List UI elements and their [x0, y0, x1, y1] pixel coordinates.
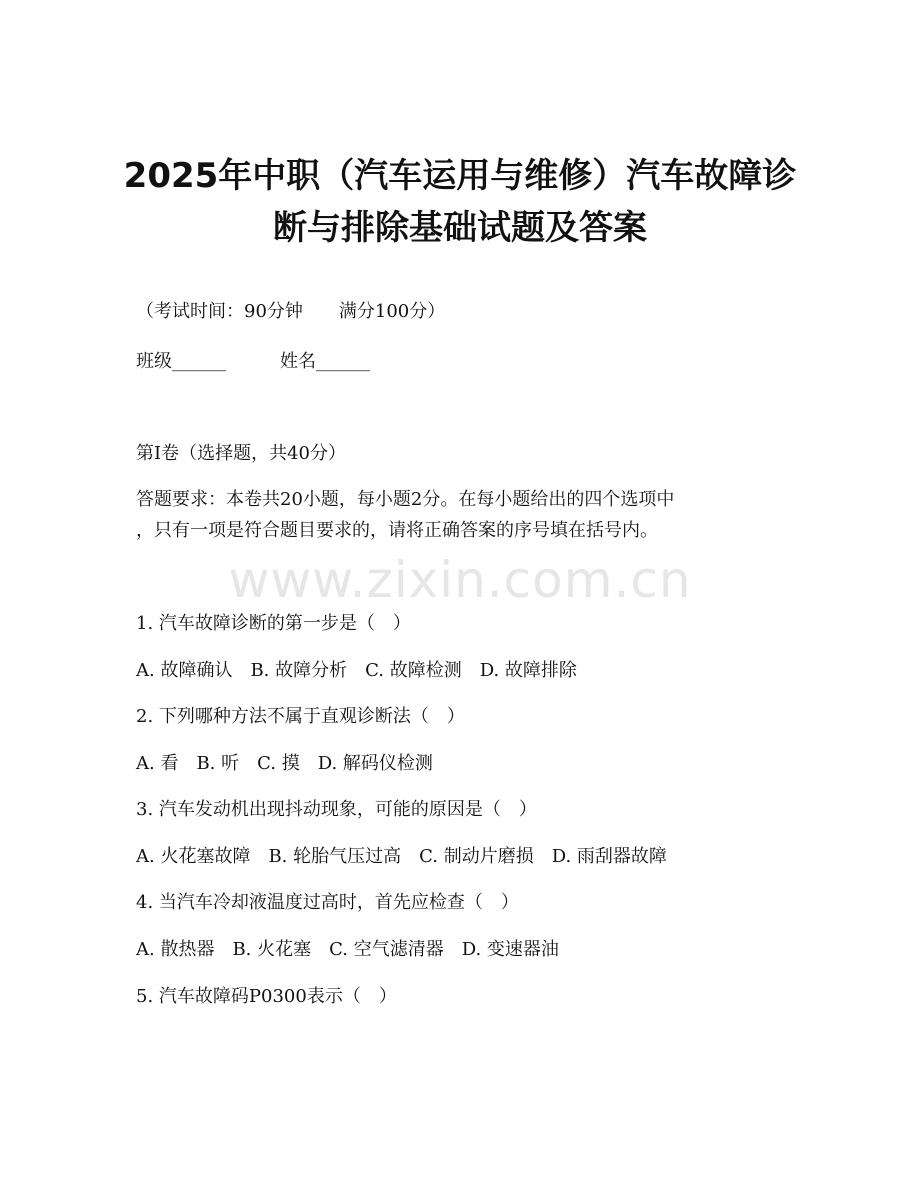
question-stem: 1. 汽车故障诊断的第一步是（ ）: [136, 613, 411, 634]
option-a: A. 看: [136, 753, 179, 774]
section-heading: 第I卷（选择题，共40分）: [136, 443, 347, 464]
question-options: [136, 659, 577, 683]
question-stem: 3. 汽车发动机出现抖动现象，可能的原因是（ ）: [136, 799, 537, 820]
instructions-line-1: 答题要求：本卷共20小题，每小题2分。在每小题给出的四个选项中: [136, 489, 675, 510]
option-d: D. 变速器油: [461, 939, 559, 960]
document-title-line-2: 断与排除基础试题及答案: [273, 208, 647, 248]
option-b: B. 听: [196, 753, 240, 774]
exam-info: （考试时间：90分钟 满分100分）: [136, 301, 446, 322]
question-options: [136, 845, 667, 869]
watermark: www.zixin.com.cn: [228, 551, 692, 609]
option-a: A. 散热器: [136, 939, 215, 960]
class-label: 班级______: [136, 351, 226, 372]
option-c: C. 摸: [257, 753, 300, 774]
name-label: 姓名______: [280, 351, 370, 372]
option-d: D. 雨刮器故障: [551, 846, 667, 867]
option-c: C. 故障检测: [365, 660, 462, 681]
option-a: A. 故障确认: [136, 660, 233, 681]
option-b: B. 轮胎气压过高: [268, 846, 402, 867]
instructions-line-2: ，只有一项是符合题目要求的，请将正确答案的序号填在括号内。: [136, 520, 658, 541]
student-info-row: [136, 350, 370, 374]
option-a: A. 火花塞故障: [136, 846, 251, 867]
question-options: [136, 752, 433, 776]
option-d: D. 故障排除: [479, 660, 577, 681]
option-d: D. 解码仪检测: [317, 753, 433, 774]
question-stem: 2. 下列哪种方法不属于直观诊断法（ ）: [136, 706, 465, 727]
option-b: B. 火花塞: [232, 939, 312, 960]
question-stem: 4. 当汽车冷却液温度过高时，首先应检查（ ）: [136, 892, 519, 913]
question-options: [136, 938, 559, 962]
document-title-line-1: 2025年中职（汽车运用与维修）汽车故障诊: [123, 156, 797, 196]
question-stem: 5. 汽车故障码P0300表示（ ）: [136, 986, 397, 1007]
option-c: C. 制动片磨损: [419, 846, 534, 867]
option-c: C. 空气滤清器: [329, 939, 444, 960]
option-b: B. 故障分析: [250, 660, 348, 681]
